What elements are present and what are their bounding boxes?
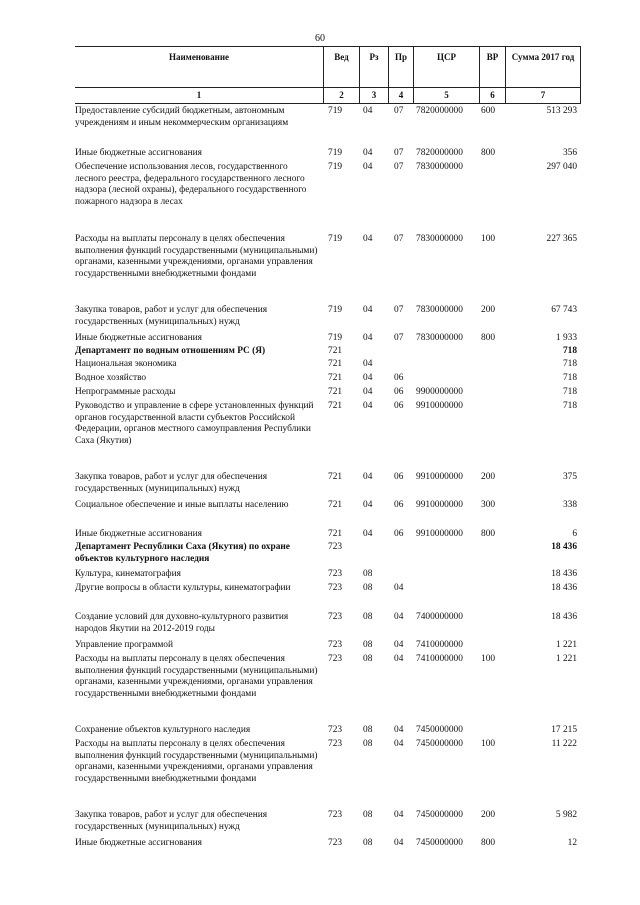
column-numbers-row bbox=[75, 87, 580, 104]
row-ved: 721 bbox=[328, 387, 343, 397]
row-ved: 723 bbox=[328, 542, 343, 552]
row-name: Другие вопросы в области культуры, кинематографии bbox=[75, 583, 291, 593]
row-csr: 7450000000 bbox=[416, 739, 463, 749]
row-name: Департамент Республики Саха (Якутия) по охране объектов культурного наследия bbox=[75, 542, 290, 564]
row-csr: 7830000000 bbox=[416, 234, 463, 244]
row-ved: 719 bbox=[328, 234, 343, 244]
row-rz: 04 bbox=[363, 387, 373, 397]
row-sum: 718 bbox=[562, 359, 577, 369]
row-sum: 1 221 bbox=[555, 654, 577, 664]
row-pr: 04 bbox=[394, 739, 404, 749]
column-number: 1 bbox=[196, 90, 202, 100]
row-pr: 06 bbox=[394, 373, 404, 383]
row-rz: 04 bbox=[363, 305, 373, 315]
row-rz: 04 bbox=[363, 359, 373, 369]
row-csr: 7830000000 bbox=[416, 333, 463, 343]
row-vr: 800 bbox=[481, 529, 496, 539]
header-right-border bbox=[580, 46, 581, 87]
row-name: Закупка товаров, работ и услуг для обеспечения государственных (муниципальных) нужд bbox=[75, 305, 268, 327]
row-name: Иные бюджетные ассигнования bbox=[75, 148, 202, 158]
header-name: Наименование bbox=[169, 52, 229, 62]
row-rz: 08 bbox=[363, 612, 373, 622]
row-ved: 721 bbox=[328, 373, 343, 383]
row-csr: 9910000000 bbox=[416, 472, 463, 482]
row-name: Национальная экономика bbox=[75, 359, 177, 369]
row-pr: 04 bbox=[394, 640, 404, 650]
row-csr: 7830000000 bbox=[416, 162, 463, 172]
row-sum: 513 293 bbox=[546, 106, 577, 116]
header-ved: Вед bbox=[323, 47, 359, 87]
row-ved: 721 bbox=[328, 401, 343, 411]
row-pr: 06 bbox=[394, 387, 404, 397]
row-sum: 12 bbox=[567, 838, 577, 848]
row-pr: 06 bbox=[394, 401, 404, 411]
row-vr: 300 bbox=[481, 500, 496, 510]
row-csr: 7820000000 bbox=[416, 148, 463, 158]
row-rz: 08 bbox=[363, 569, 373, 579]
page-number: 60 bbox=[315, 33, 325, 44]
row-ved: 723 bbox=[328, 640, 343, 650]
column-number: 3 bbox=[359, 87, 388, 103]
row-sum: 5 982 bbox=[555, 810, 577, 820]
row-pr: 07 bbox=[394, 148, 404, 158]
row-ved: 719 bbox=[328, 333, 343, 343]
row-ved: 721 bbox=[328, 346, 343, 356]
row-ved: 723 bbox=[328, 654, 343, 664]
row-csr: 7450000000 bbox=[416, 810, 463, 820]
row-pr: 06 bbox=[394, 529, 404, 539]
row-sum: 375 bbox=[562, 472, 577, 482]
row-sum: 356 bbox=[562, 148, 577, 158]
row-name: Департамент по водным отношениям РС (Я) bbox=[75, 346, 266, 356]
row-name: Руководство и управление в сфере установленных функций органов государственной власти субъектов Российской Федерации, органов местного самоуправления Республики Саха (Якутия) bbox=[75, 401, 314, 446]
row-rz: 08 bbox=[363, 810, 373, 820]
row-pr: 04 bbox=[394, 612, 404, 622]
row-pr: 07 bbox=[394, 106, 404, 116]
row-vr: 800 bbox=[481, 148, 496, 158]
row-ved: 719 bbox=[328, 106, 343, 116]
column-number: 4 bbox=[388, 87, 413, 103]
row-rz: 08 bbox=[363, 654, 373, 664]
row-sum: 718 bbox=[562, 401, 577, 411]
row-rz: 08 bbox=[363, 725, 373, 735]
row-pr: 07 bbox=[394, 305, 404, 315]
header-vr: ВР bbox=[479, 47, 505, 87]
row-sum: 67 743 bbox=[551, 305, 577, 315]
row-sum: 227 365 bbox=[546, 234, 577, 244]
row-name: Иные бюджетные ассигнования bbox=[75, 333, 202, 343]
row-sum: 18 436 bbox=[551, 612, 577, 622]
numbers-right-border bbox=[580, 87, 581, 104]
row-name: Закупка товаров, работ и услуг для обеспечения государственных (муниципальных) нужд bbox=[75, 472, 268, 494]
row-vr: 100 bbox=[481, 654, 496, 664]
row-sum: 1 221 bbox=[555, 640, 577, 650]
row-ved: 719 bbox=[328, 162, 343, 172]
row-pr: 06 bbox=[394, 472, 404, 482]
row-rz: 08 bbox=[363, 583, 373, 593]
row-name: Предоставление субсидий бюджетным, автономным учреждениям и иным некоммерческим организациям bbox=[75, 106, 289, 128]
row-vr: 600 bbox=[481, 106, 496, 116]
row-rz: 08 bbox=[363, 640, 373, 650]
header-pr: Пр bbox=[388, 47, 413, 87]
row-sum: 718 bbox=[562, 373, 577, 383]
row-name: Сохранение объектов культурного наследия bbox=[75, 725, 251, 735]
row-csr: 9910000000 bbox=[416, 401, 463, 411]
row-sum: 718 bbox=[562, 387, 577, 397]
row-csr: 7450000000 bbox=[416, 725, 463, 735]
row-ved: 721 bbox=[328, 472, 343, 482]
row-rz: 04 bbox=[363, 401, 373, 411]
row-rz: 04 bbox=[363, 472, 373, 482]
row-name: Обеспечение использования лесов, государственного лесного реестра, федерального государственного лесного надзора (лесной охраны), федерального государственного пожарного надзора в лесах bbox=[75, 162, 307, 207]
row-name: Иные бюджетные ассигнования bbox=[75, 529, 202, 539]
row-csr: 7820000000 bbox=[416, 106, 463, 116]
row-ved: 723 bbox=[328, 725, 343, 735]
row-pr: 04 bbox=[394, 725, 404, 735]
row-sum: 17 215 bbox=[551, 725, 577, 735]
row-rz: 04 bbox=[363, 162, 373, 172]
row-sum: 18 436 bbox=[551, 569, 577, 579]
row-csr: 7410000000 bbox=[416, 654, 463, 664]
row-name: Расходы на выплаты персоналу в целях обеспечения выполнения функций государственными (муниципальными) органами, казенными учреждениями, органами управления государственными внебюджетными фондами bbox=[75, 739, 318, 784]
row-ved: 721 bbox=[328, 529, 343, 539]
row-vr: 200 bbox=[481, 810, 496, 820]
row-sum: 718 bbox=[562, 346, 577, 356]
row-csr: 9910000000 bbox=[416, 529, 463, 539]
row-rz: 04 bbox=[363, 106, 373, 116]
row-name: Водное хозяйство bbox=[75, 373, 147, 383]
row-csr: 7410000000 bbox=[416, 640, 463, 650]
column-number: 5 bbox=[413, 87, 479, 103]
row-name: Социальное обеспечение и иные выплаты населению bbox=[75, 500, 289, 510]
column-number: 6 bbox=[479, 87, 505, 103]
row-rz: 08 bbox=[363, 739, 373, 749]
row-rz: 04 bbox=[363, 529, 373, 539]
row-name: Иные бюджетные ассигнования bbox=[75, 838, 202, 848]
row-pr: 07 bbox=[394, 333, 404, 343]
row-pr: 04 bbox=[394, 583, 404, 593]
row-rz: 08 bbox=[363, 838, 373, 848]
row-sum: 6 bbox=[572, 529, 577, 539]
row-ved: 721 bbox=[328, 500, 343, 510]
row-pr: 07 bbox=[394, 162, 404, 172]
row-sum: 1 933 bbox=[555, 333, 577, 343]
row-ved: 719 bbox=[328, 305, 343, 315]
row-ved: 719 bbox=[328, 148, 343, 158]
row-csr: 7400000000 bbox=[416, 612, 463, 622]
row-name: Расходы на выплаты персоналу в целях обеспечения выполнения функций государственными (муниципальными) органами, казенными учреждениями, органами управления государственными внебюджетными фондами bbox=[75, 234, 318, 279]
row-pr: 04 bbox=[394, 838, 404, 848]
row-rz: 04 bbox=[363, 148, 373, 158]
row-ved: 723 bbox=[328, 612, 343, 622]
row-name: Непрограммные расходы bbox=[75, 387, 176, 397]
row-vr: 200 bbox=[481, 305, 496, 315]
header-sum: Сумма 2017 год bbox=[505, 47, 580, 87]
row-name: Управление программой bbox=[75, 640, 174, 650]
row-rz: 04 bbox=[363, 373, 373, 383]
row-sum: 18 436 bbox=[551, 542, 577, 552]
row-vr: 800 bbox=[481, 838, 496, 848]
table-header bbox=[75, 46, 580, 88]
row-vr: 200 bbox=[481, 472, 496, 482]
row-ved: 721 bbox=[328, 359, 343, 369]
row-vr: 100 bbox=[481, 234, 496, 244]
row-csr: 7450000000 bbox=[416, 838, 463, 848]
row-ved: 723 bbox=[328, 838, 343, 848]
row-vr: 800 bbox=[481, 333, 496, 343]
header-csr: ЦСР bbox=[413, 47, 479, 87]
row-csr: 7830000000 bbox=[416, 305, 463, 315]
column-number: 2 bbox=[323, 87, 359, 103]
row-name: Расходы на выплаты персоналу в целях обеспечения выполнения функций государственными (муниципальными) органами, казенными учреждениями, органами управления государственными внебюджетными фондами bbox=[75, 654, 318, 699]
row-rz: 04 bbox=[363, 234, 373, 244]
row-pr: 04 bbox=[394, 810, 404, 820]
row-name: Культура, кинематография bbox=[75, 569, 181, 579]
row-csr: 9910000000 bbox=[416, 500, 463, 510]
row-csr: 9900000000 bbox=[416, 387, 463, 397]
column-number: 7 bbox=[505, 87, 580, 103]
row-rz: 04 bbox=[363, 333, 373, 343]
row-vr: 100 bbox=[481, 739, 496, 749]
row-sum: 11 222 bbox=[551, 739, 577, 749]
row-sum: 297 040 bbox=[546, 162, 577, 172]
row-ved: 723 bbox=[328, 583, 343, 593]
row-pr: 06 bbox=[394, 500, 404, 510]
row-pr: 07 bbox=[394, 234, 404, 244]
row-ved: 723 bbox=[328, 569, 343, 579]
row-rz: 04 bbox=[363, 500, 373, 510]
row-name: Закупка товаров, работ и услуг для обеспечения государственных (муниципальных) нужд bbox=[75, 810, 268, 832]
row-sum: 18 436 bbox=[551, 583, 577, 593]
row-sum: 338 bbox=[562, 500, 577, 510]
row-name: Создание условий для духовно-культурного развития народов Якутии на 2012-2019 годы bbox=[75, 612, 289, 634]
row-pr: 04 bbox=[394, 654, 404, 664]
row-ved: 723 bbox=[328, 739, 343, 749]
row-ved: 723 bbox=[328, 810, 343, 820]
header-rz: Рз bbox=[359, 47, 388, 87]
